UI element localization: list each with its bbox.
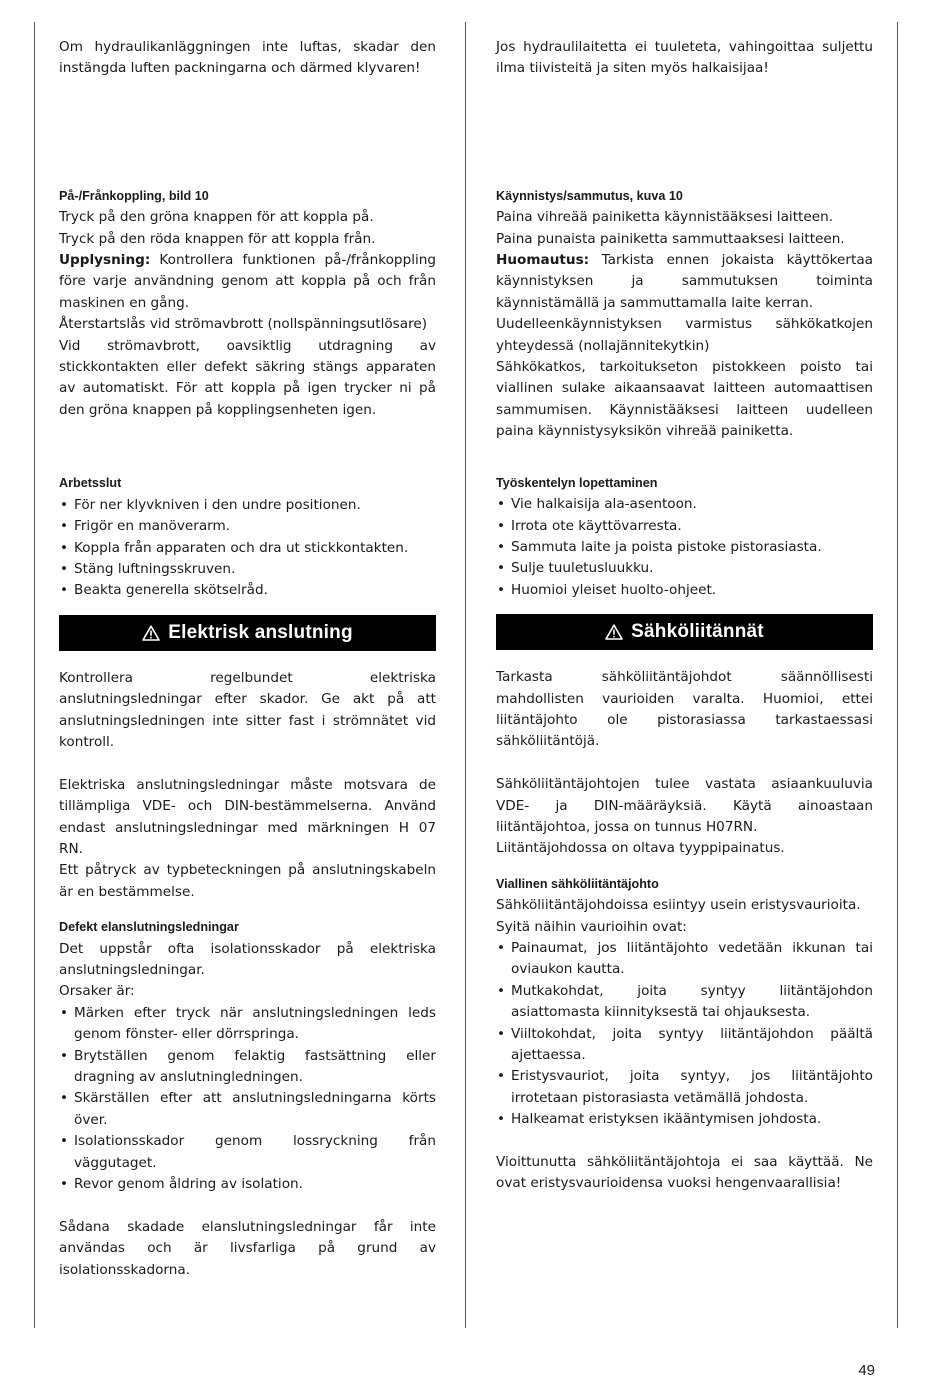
list-item: • Revor genom åldring av isolation.: [59, 1174, 436, 1195]
list-item: • Viiltokohdat, joita syntyy liitäntäjohdon päältä ajettaessa.: [496, 1024, 873, 1067]
section-banner-electrical: [59, 615, 436, 651]
electrical-paragraph: Elektriska anslutningsledningar måste motsvara de tillämpliga VDE- och DIN-bestämmelserna. Använd endast anslutningsledningar med märkningen H 07 RN.: [59, 776, 436, 857]
defect-cable-heading: Defekt elanslutningsledningar: [59, 920, 239, 935]
list-item: • Frigör en manöverarm.: [59, 516, 436, 537]
warning-triangle-icon: [142, 625, 160, 641]
list-item: • Halkeamat eristyksen ikääntymisen johdosta.: [496, 1109, 873, 1130]
end-of-work-list: [496, 494, 873, 601]
list-item: • Mutkakohdat, joita syntyy liitäntäjohdon asiattomasta kiinnityksestä tai ohjauksesta.: [496, 981, 873, 1024]
list-item: • Sammuta laite ja poista pistoke pistorasiasta.: [496, 537, 873, 558]
onoff-note: [496, 250, 873, 314]
left-margin-rule: [34, 22, 35, 1328]
closing-warning: Sådana skadade elanslutningsledningar får inte användas och är livsfarliga på grund av isolationsskadorna.: [59, 1218, 436, 1278]
restart-lock-text: Vid strömavbrott, oavsiktlig utdragning av stickkontakten eller defekt säkring stängs apparaten av automatiskt. För att koppla på igen trycker ni på den gröna knappen på kopplingsenheten igen.: [59, 337, 436, 418]
electrical-section: [59, 668, 436, 1281]
section-banner-electrical: [496, 614, 873, 650]
note-label: Upplysning:: [59, 252, 151, 269]
list-item: • Koppla från apparaten och dra ut stickkontakten.: [59, 538, 436, 559]
page-number: 49: [858, 1362, 875, 1379]
electrical-section: [496, 667, 873, 1195]
column-divider-rule: [465, 22, 466, 1328]
list-item: • Isolationsskador genom lossryckning från väggutaget.: [59, 1131, 436, 1174]
onoff-section: [496, 186, 873, 443]
onoff-line-on: Paina vihreää painiketta käynnistääksesi laitteen.: [496, 209, 834, 226]
causes-list: [496, 938, 873, 1131]
warning-triangle-icon: [605, 624, 623, 640]
end-of-work-list: [59, 495, 436, 602]
causes-label: Orsaker är:: [59, 983, 135, 1000]
electrical-paragraph: Tarkasta sähköliitäntäjohdot säännöllisesti mahdollisten vaurioiden varalta. Huomioi, ettei liitäntäjohto ole pistorasiassa tarkastaessasi sähköliitäntöjä.: [496, 669, 873, 750]
defect-intro: Det uppstår ofta isolationsskador på elektriska anslutningsledningar.: [59, 940, 436, 978]
electrical-paragraph: Ett påtryck av typbeteckningen på anslutningskabeln är en bestämmelse.: [59, 862, 436, 900]
list-item: • Brytställen genom felaktig fastsättning eller dragning av anslutningledningen.: [59, 1046, 436, 1089]
list-item: • Sulje tuuletusluukku.: [496, 558, 873, 579]
note-text: Tarkista ennen jokaista käyttökertaa käynnistyksen ja sammutuksen toiminta käynnistämällä ja sammuttamalla laite kerran.: [496, 252, 873, 311]
defect-intro: Sähköliitäntäjohdoissa esiintyy usein eristysvaurioita.: [496, 897, 861, 914]
list-item: • Irrota ote käyttövarresta.: [496, 516, 873, 537]
right-margin-rule: [897, 22, 898, 1328]
onoff-note: [59, 250, 436, 314]
restart-lock-text: Sähkökatkos, tarkoitukseton pistokkeen poisto tai viallinen sulake aikaansaavat laitteen automaattisen sammumisen. Käynnistääksesi laitteen uudelleen paina käynnistysyksikön vihreää painiketta.: [496, 359, 873, 440]
list-item: • Skärställen efter att anslutningsledningarna körts över.: [59, 1088, 436, 1131]
closing-warning: Vioittunutta sähköliitäntäjohtoja ei saa käyttää. Ne ovat eristysvaurioidensa vuoksi hengenvaarallisia!: [496, 1154, 873, 1192]
causes-list: [59, 1003, 436, 1196]
end-of-work-section: [59, 473, 436, 601]
banner-title: Sähköliitännät: [631, 621, 764, 643]
onoff-heading: Käynnistys/sammutus, kuva 10: [496, 188, 683, 203]
restart-lock-title: Uudelleenkäynnistyksen varmistus sähkökatkojen yhteydessä (nollajännitekytkin): [496, 316, 873, 354]
note-text: Kontrollera funktionen på-/frånkoppling före varje användning genom att koppla på och från maskinen en gång.: [59, 252, 436, 311]
left-column-swedish: [59, 37, 436, 1281]
hydraulic-warning: Jos hydraulilaitetta ei tuuleteta, vahingoittaa suljettu ilma tiivisteitä ja siten myös halkaisijaa!: [496, 39, 873, 77]
onoff-heading: På-/Frånkoppling, bild 10: [59, 188, 209, 203]
onoff-section: [59, 186, 436, 421]
onoff-line-off: Paina punaista painiketta sammuttaaksesi laitteen.: [496, 230, 845, 247]
defect-cable-heading: Viallinen sähköliitäntäjohto: [496, 876, 659, 891]
end-of-work-heading: Työskentelyn lopettaminen: [496, 475, 658, 490]
list-item: • Vie halkaisija ala-asentoon.: [496, 494, 873, 515]
end-of-work-heading: Arbetsslut: [59, 476, 122, 491]
list-item: • Painaumat, jos liitäntäjohto vedetään ikkunan tai oviaukon kautta.: [496, 938, 873, 981]
onoff-line-on: Tryck på den gröna knappen för att koppla på.: [59, 209, 374, 226]
list-item: • För ner klyvkniven i den undre positionen.: [59, 495, 436, 516]
electrical-paragraph: Kontrollera regelbundet elektriska anslutningsledningar efter skador. Ge akt på att anslutningsledningen inte sitter fast i strömnätet vid kontroll.: [59, 669, 436, 750]
end-of-work-section: [496, 473, 873, 601]
onoff-line-off: Tryck på den röda knappen för att koppla från.: [59, 230, 376, 247]
list-item: • Beakta generella skötselråd.: [59, 580, 436, 601]
banner-title: Elektrisk anslutning: [168, 622, 353, 644]
list-item: • Eristysvauriot, joita syntyy, jos liitäntäjohto irrotetaan pistorasiasta vetämällä johdosta.: [496, 1066, 873, 1109]
electrical-paragraph: Liitäntäjohdossa on oltava tyyppipainatus.: [496, 840, 785, 857]
note-label: Huomautus:: [496, 252, 590, 269]
right-column-finnish: [496, 37, 873, 1195]
list-item: • Huomioi yleiset huolto-ohjeet.: [496, 580, 873, 601]
list-item: • Stäng luftningsskruven.: [59, 559, 436, 580]
restart-lock-title: Återstartslås vid strömavbrott (nollspänningsutlösare): [59, 316, 428, 333]
electrical-paragraph: Sähköliitäntäjohtojen tulee vastata asiaankuuluvia VDE- ja DIN-määräyksiä. Käytä ainoastaan liitäntäjohtoa, jossa on tunnus H07RN.: [496, 776, 873, 835]
hydraulic-warning: Om hydraulikanläggningen inte luftas, skadar den instängda luften packningarna och därmed klyvaren!: [59, 39, 436, 77]
list-item: • Märken efter tryck när anslutningsledningen leds genom fönster- eller dörrspringa.: [59, 1003, 436, 1046]
causes-label: Syitä näihin vaurioihin ovat:: [496, 918, 687, 935]
